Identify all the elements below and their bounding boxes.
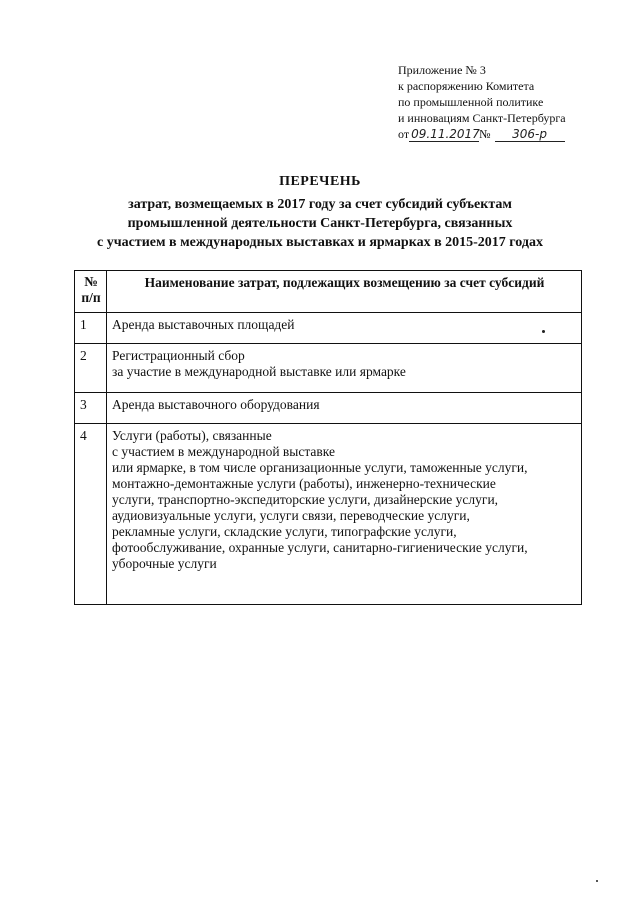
row-line: с участием в международной выставке [112,444,336,459]
table-row [75,393,582,424]
table-row [75,344,582,393]
row-line: монтажно-демонтажные услуги (работы), инженерно-технические [112,476,496,491]
row-number: 3 [75,393,107,424]
handwritten-number: 306-р [495,128,565,142]
row-line: за участие в международной выставке или ярмарке [112,364,406,379]
annex-line-4: и инновациям Санкт-Петербурга [398,111,566,125]
row-line: Регистрационный сбор [112,348,245,363]
row-description [107,424,582,605]
table-row [75,313,582,344]
title-heading: ПЕРЕЧЕНЬ [279,174,361,189]
number-prefix: № [479,127,491,141]
title-line-3: с участием в международных выставках и ярмарках в 2015-2017 годах [97,235,543,250]
annex-date-line [398,126,628,142]
header-name-cell: Наименование затрат, подлежащих возмещению за счет субсидий [107,271,582,313]
row-description [107,313,582,344]
row-line: или ярмарке, в том числе организационные услуги, таможенные услуги, [112,460,528,475]
annex-line-1: Приложение № 3 [398,63,486,77]
row-line: рекламные услуги, складские услуги, типографские услуги, [112,524,457,539]
annex-line-3: по промышленной политике [398,95,544,109]
row-line: фотообслуживание, охранные услуги, санитарно-гигиенические услуги, [112,540,528,555]
row-line: аудиовизуальные услуги, услуги связи, переводческие услуги, [112,508,470,523]
costs-table [74,270,582,605]
row-description [107,393,582,424]
table-row [75,424,582,605]
scan-speck-mark [596,880,598,882]
scan-dot-mark [542,330,545,333]
row-line: Аренда выставочного оборудования [112,397,320,412]
date-prefix: от [398,127,410,141]
row-line: Аренда выставочных площадей [112,317,295,332]
title-line-1: затрат, возмещаемых в 2017 году за счет субсидий субъектам [128,197,512,212]
title-line-2: промышленной деятельности Санкт-Петербурга, связанных [127,216,513,231]
row-line: уборочные услуги [112,556,217,571]
row-line: услуги, транспортно-экспедиторские услуги, дизайнерские услуги, [112,492,499,507]
document-title [40,172,600,252]
handwritten-date: 09.11.2017 [411,127,480,141]
row-number: 1 [75,313,107,344]
header-number-cell [75,271,107,313]
row-line: Услуги (работы), связанные [112,428,272,443]
annex-line-2: к распоряжению Комитета [398,79,535,93]
header-number-abbr: п/п [81,290,101,305]
table-header-row [75,271,582,313]
row-number: 4 [75,424,107,605]
row-description [107,344,582,393]
row-number: 2 [75,344,107,393]
header-number-sign: № [84,274,98,289]
annex-block [398,62,628,142]
